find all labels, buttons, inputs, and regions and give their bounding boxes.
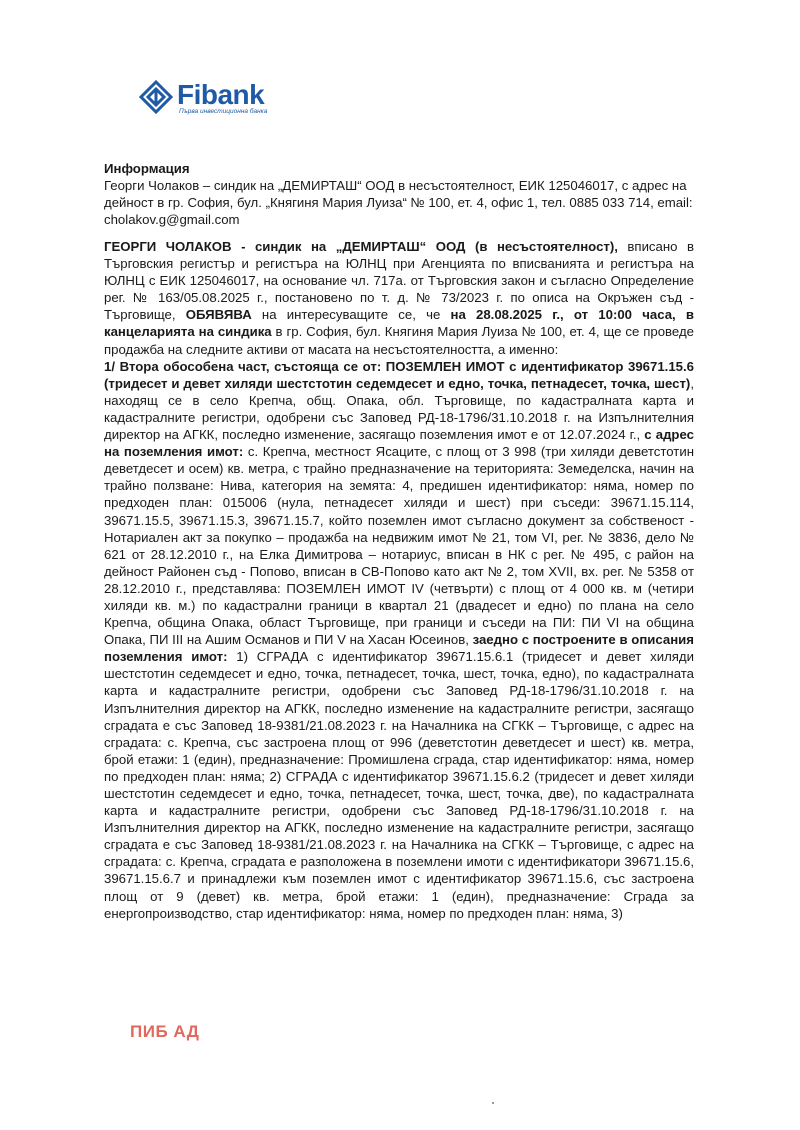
fibank-diamond-icon bbox=[139, 80, 173, 114]
fibank-logo bbox=[139, 78, 279, 122]
buildings-label: заедно с построените в описания поземления имот: bbox=[104, 632, 694, 665]
asset-heading: 1/ Втора обособена част, състояща се от: ПОЗЕМЛЕН ИМОТ с идентификатор 39671.15.6 (тридесет и девет хиляди шестстотин седемдесет и едно, точка, петнадесет, точка, шест) bbox=[104, 358, 694, 391]
paragraph-announcement bbox=[104, 238, 694, 358]
text-span: с. Крепча, местност Ясаците, с площ от 3 998 (три хиляди деветстотин деветдесет и осем) кв. метра, с трайно предназначение на територията: Земеделска, начин на трайно ползване: Нива, категория на земята: 4, предишен идентификатор: няма, номер по предходен план: 015006 (нула, петнадесет хиляди и шест) при съседи: 39671.15.114, 39671.15.5, 39671.15.3, 39671.15.7, който поземлен имот съгласно документ за собственост - Нотариален акт за покупко – продажба на недвижим имот № 21, том VI, рег. № 3836, дело № 621 от 28.12.2010 г., на Елка Димитрова – нотариус, вписан в НК с рег. № 495, с район на дейност Районен съд - Попово, вписан в СВ-Попово като акт № 2, том XVII, вх. рег. № 5358 от 28.12.2010 г., представлява: ПОЗЕМЛЕН ИМОТ IV (четвърти) с площ от 4 000 кв. м (четири хиляди кв. м.) по кадастрални граници в квартал 21 (двадесет и едно) по плана на село Крепча, община Опака, област Търговище, при граници и съседи на ПИ: ПИ VI на община Опака, ПИ III на Ашим Османов и ПИ V на Хасан Юсеинов, bbox=[104, 444, 694, 648]
bank-stamp: ПИБ АД bbox=[130, 1022, 200, 1041]
logo-name: Fibank bbox=[177, 79, 265, 110]
text-span: , находящ се в село Крепча, общ. Опака, обл. Търговище, по кадастралната карта и кадастралните регистри, одобрени със Заповед РД-18-1796/31.10.2018 г. на Изпълнителния директор на АГКК, последно изменение, засягащо поземления имот е от 12.07.2024 г., bbox=[104, 375, 694, 443]
logo-tagline: Първа инвестиционна банка bbox=[179, 108, 268, 115]
address-label: с адрес на поземления имот: bbox=[104, 427, 694, 460]
text-span: вписано в Търговския регистър и регистъра на ЮЛНЦ при Агенцията по вписванията и регистъра на ЮЛНЦ с ЕИК 125046017, на основание чл. 717а. от Търговския закон и съгласно Определение рег. № 163/05.08.2025 г., постановено по т. д. № 73/2023 г. по описа на Окръжен съд - Търговище, bbox=[104, 239, 694, 323]
info-block bbox=[104, 160, 694, 228]
info-text: Георги Чолаков – синдик на „ДЕМИРТАШ“ ООД в несъстоятелност, ЕИК 125046017, с адрес на дейност в гр. София, бул. „Княгиня Мария Луиза“ № 100, ет. 4, офис 1, тел. 0885 033 714, email: cholakov.g@gmail.com bbox=[104, 178, 693, 227]
text-span: 1) СГРАДА с идентификатор 39671.15.6.1 (тридесет и девет хиляди шестстотин седемдесет и едно, точка, петнадесет, точка, шест, точка, едно), по кадастралната карта и кадастралните регистри, одобрени със Заповед РД-18-1796/31.10.2018 г. на Изпълнителния директор на АГКК, последно изменение на кадастралните регистри, засягащо сградата е със Заповед 18-9381/21.08.2023 г. на Началника на СГКК – Търговище, с адрес на сградата: с. Крепча, със застроена площ от 996 (деветстотин деветдесет и шест) кв. метра, брой етажи: 1 (един), предназначение: Промишлена сграда, стар идентификатор: няма, номер по предходен план: няма; 2) СГРАДА с идентификатор 39671.15.6.2 (тридесет и девет хиляди шестстотин седемдесет и едно, точка, петнадесет, точка, шест, точка, две), по кадастралната карта и кадастралните регистри, одобрени със Заповед РД-18-1796/31.10.2018 г. на Изпълнителния директор на АГКК, последно изменение на кадастралните регистри, засягащо сградата е със Заповед 18-9381/21.08.2023 г. на Началника на СГКК – Търговище, с адрес на сградата: с. Крепча, сградата е разположена в поземлени имоти с идентификатори 39671.15.6, 39671.15.6.7 и принадлежи към поземлен имот с идентификатор 39671.15.6, със застроена площ от 9 (девет) кв. метра, брой етажи: 1 (един), предназначение: Сграда за енергопроизводство, стар идентификатор: няма, номер по предходен план: няма, 3) bbox=[104, 649, 694, 921]
announcement-body bbox=[104, 238, 694, 922]
paragraph-asset-1 bbox=[104, 358, 694, 922]
info-title: Информация bbox=[104, 161, 190, 176]
sale-date-time: на 28.08.2025 г., от 10:00 часа, в канцеларията на синдика bbox=[104, 307, 694, 340]
announces-keyword: ОБЯВЯВА bbox=[185, 307, 252, 323]
text-span: в гр. София, бул. Княгиня Мария Луиза № 100, ет. 4, ще се проведе продажба на следните активи от масата на несъстоятелността, а именно: bbox=[104, 324, 694, 357]
scan-mark bbox=[492, 1102, 494, 1104]
trustee-name: ГЕОРГИ ЧОЛАКОВ - синдик на „ДЕМИРТАШ“ ООД (в несъстоятелност), bbox=[104, 239, 618, 254]
text-span: на интересуващите се, че bbox=[251, 307, 451, 323]
